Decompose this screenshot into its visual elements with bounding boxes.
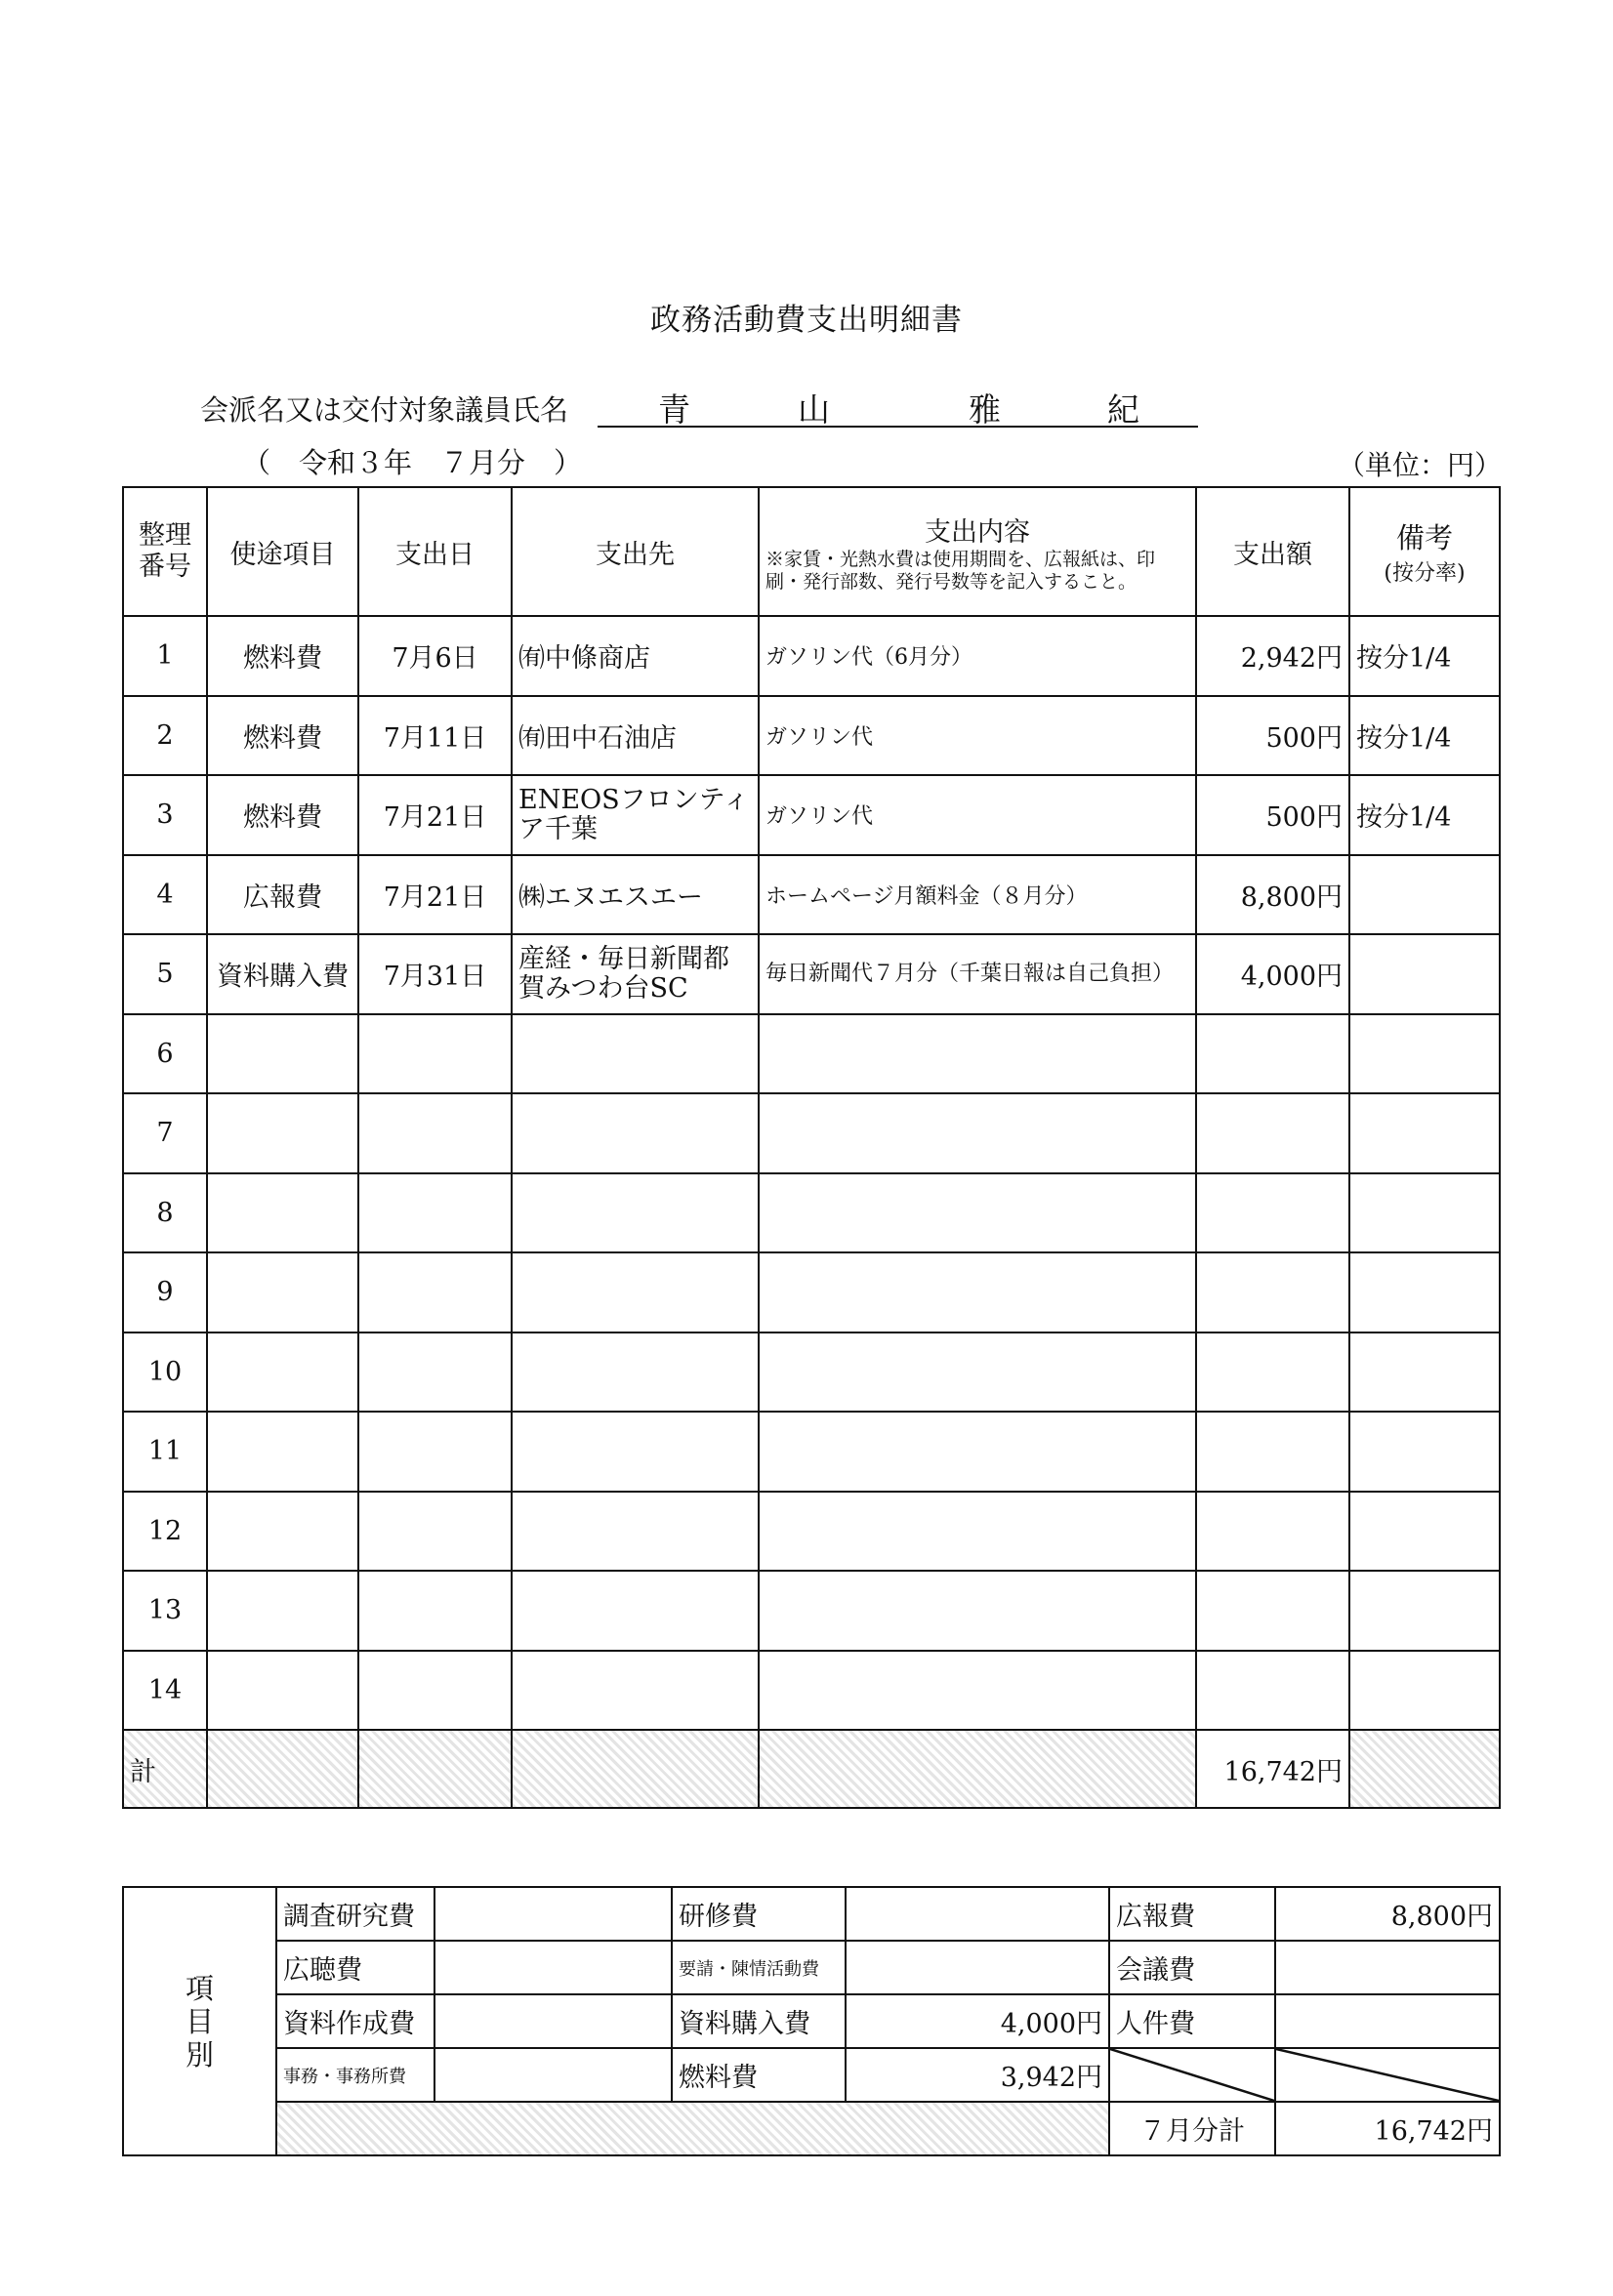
row-date: 7月21日	[358, 775, 512, 855]
table-row	[123, 1252, 1500, 1332]
row-no: 7	[123, 1093, 207, 1173]
row-amount	[1196, 1492, 1349, 1572]
category-amount	[434, 2048, 672, 2102]
row-content	[759, 1651, 1196, 1731]
category-amount: 8,800円	[1275, 1887, 1500, 1941]
row-payee: ㈱エヌエスエー	[512, 855, 759, 935]
row-content: ホームページ月額料金（８月分）	[759, 855, 1196, 935]
blank-slash-cell	[1109, 2048, 1275, 2102]
row-payee	[512, 1093, 759, 1173]
row-amount: 8,800円	[1196, 855, 1349, 935]
category-amount: 4,000円	[846, 1994, 1109, 2048]
row-date	[358, 1651, 512, 1731]
total-shaded-cell	[512, 1730, 759, 1808]
member-name-label: 会派名又は交付対象議員氏名	[200, 393, 569, 427]
total-shaded-cell	[759, 1730, 1196, 1808]
row-amount: 500円	[1196, 775, 1349, 855]
row-content	[759, 1571, 1196, 1651]
table-header-row	[123, 487, 1500, 616]
row-amount	[1196, 1093, 1349, 1173]
category-label: 燃料費	[672, 2048, 846, 2102]
category-label: 資料購入費	[672, 1994, 846, 2048]
category-row	[123, 1994, 1500, 2048]
row-amount: 2,942円	[1196, 616, 1349, 696]
document-title: 政務活動費支出明細書	[650, 303, 963, 338]
row-use	[207, 1332, 358, 1413]
row-no: 8	[123, 1173, 207, 1253]
category-row	[123, 1887, 1500, 1941]
header-date: 支出日	[358, 487, 512, 616]
unit-label: （単位：円）	[1338, 449, 1503, 481]
category-label: 要請・陳情活動費	[672, 1941, 846, 1994]
row-date	[358, 1173, 512, 1253]
header-remarks-sub: (按分率)	[1384, 561, 1466, 586]
table-row	[123, 1173, 1500, 1253]
row-use: 燃料費	[207, 775, 358, 855]
category-amount	[846, 1941, 1109, 1994]
category-label: 事務・事務所費	[276, 2048, 434, 2102]
row-no: 14	[123, 1651, 207, 1731]
row-content: ガソリン代	[759, 696, 1196, 776]
row-remarks	[1349, 934, 1500, 1014]
row-payee: ㈲田中石油店	[512, 696, 759, 776]
row-content	[759, 1492, 1196, 1572]
row-payee	[512, 1332, 759, 1413]
row-content: ガソリン代	[759, 775, 1196, 855]
row-remarks	[1349, 855, 1500, 935]
category-summary-table	[122, 1886, 1501, 2156]
table-row	[123, 1332, 1500, 1413]
category-amount	[1275, 1941, 1500, 1994]
row-no: 3	[123, 775, 207, 855]
row-use	[207, 1492, 358, 1572]
row-use	[207, 1173, 358, 1253]
row-use	[207, 1651, 358, 1731]
row-no: 9	[123, 1252, 207, 1332]
member-name	[598, 385, 1198, 428]
row-content	[759, 1252, 1196, 1332]
row-use: 燃料費	[207, 616, 358, 696]
row-no: 6	[123, 1014, 207, 1094]
header-content	[759, 487, 1196, 616]
row-remarks	[1349, 1014, 1500, 1094]
category-amount: 3,942円	[846, 2048, 1109, 2102]
table-row	[123, 1492, 1500, 1572]
row-date: 7月6日	[358, 616, 512, 696]
header-amount: 支出額	[1196, 487, 1349, 616]
row-payee	[512, 1651, 759, 1731]
row-date	[358, 1571, 512, 1651]
category-amount	[434, 1994, 672, 2048]
row-no: 12	[123, 1492, 207, 1572]
row-payee	[512, 1014, 759, 1094]
category-amount	[434, 1887, 672, 1941]
row-amount	[1196, 1014, 1349, 1094]
row-payee	[512, 1571, 759, 1651]
header-no: 整理番号	[123, 487, 207, 616]
header-content-label: 支出内容	[925, 516, 1030, 548]
header-content-note: ※家賃・光熱水費は使用期間を、広報紙は、印刷・発行部数、発行号数等を記入すること。	[765, 548, 1156, 593]
total-label: 計	[123, 1730, 207, 1808]
row-no: 4	[123, 855, 207, 935]
member-name-char: 青	[658, 390, 690, 429]
month-total-label: ７月分計	[1109, 2102, 1275, 2155]
row-date	[358, 1412, 512, 1492]
row-date	[358, 1093, 512, 1173]
row-remarks	[1349, 1492, 1500, 1572]
row-content: 毎日新聞代７月分（千葉日報は自己負担）	[759, 934, 1196, 1014]
table-row	[123, 1412, 1500, 1492]
category-row	[123, 2048, 1500, 2102]
category-label: 研修費	[672, 1887, 846, 1941]
row-payee: ㈲中條商店	[512, 616, 759, 696]
row-no: 5	[123, 934, 207, 1014]
row-amount: 4,000円	[1196, 934, 1349, 1014]
row-date	[358, 1014, 512, 1094]
total-row	[123, 1730, 1500, 1808]
row-no: 13	[123, 1571, 207, 1651]
row-amount: 500円	[1196, 696, 1349, 776]
total-shaded-cell	[276, 2102, 1109, 2155]
total-shaded-cell	[358, 1730, 512, 1808]
row-payee: ENEOSフロンティア千葉	[512, 775, 759, 855]
row-remarks	[1349, 1571, 1500, 1651]
row-remarks	[1349, 1093, 1500, 1173]
row-content	[759, 1093, 1196, 1173]
row-use: 燃料費	[207, 696, 358, 776]
row-remarks	[1349, 1412, 1500, 1492]
row-date: 7月11日	[358, 696, 512, 776]
member-name-char: 紀	[1107, 390, 1139, 429]
expense-table	[122, 486, 1501, 1809]
row-date: 7月31日	[358, 934, 512, 1014]
row-use	[207, 1014, 358, 1094]
category-label: 人件費	[1109, 1994, 1275, 2048]
category-label: 調査研究費	[276, 1887, 434, 1941]
row-remarks	[1349, 1332, 1500, 1413]
category-amount	[1275, 1994, 1500, 2048]
row-use	[207, 1412, 358, 1492]
category-label: 資料作成費	[276, 1994, 434, 2048]
row-amount	[1196, 1651, 1349, 1731]
month-total-amount: 16,742円	[1275, 2102, 1500, 2155]
row-no: 11	[123, 1412, 207, 1492]
category-label: 広報費	[1109, 1887, 1275, 1941]
row-amount	[1196, 1332, 1349, 1413]
row-remarks: 按分1/4	[1349, 616, 1500, 696]
row-payee	[512, 1173, 759, 1253]
row-date	[358, 1252, 512, 1332]
row-no: 1	[123, 616, 207, 696]
row-date	[358, 1492, 512, 1572]
blank-slash-cell	[1275, 2048, 1500, 2102]
row-use	[207, 1252, 358, 1332]
category-amount	[846, 1887, 1109, 1941]
table-row	[123, 1651, 1500, 1731]
row-remarks	[1349, 1252, 1500, 1332]
row-use	[207, 1093, 358, 1173]
category-label: 広聴費	[276, 1941, 434, 1994]
total-shaded-cell	[207, 1730, 358, 1808]
row-amount	[1196, 1173, 1349, 1253]
category-label: 会議費	[1109, 1941, 1275, 1994]
member-name-char: 雅	[969, 390, 1001, 429]
header-remarks	[1349, 487, 1500, 616]
row-use: 資料購入費	[207, 934, 358, 1014]
table-row	[123, 1571, 1500, 1651]
total-shaded-cell	[1349, 1730, 1500, 1808]
row-date: 7月21日	[358, 855, 512, 935]
row-use: 広報費	[207, 855, 358, 935]
row-amount	[1196, 1252, 1349, 1332]
period: （ 令和３年 ７月分 ）	[242, 446, 583, 479]
category-row	[123, 1941, 1500, 1994]
member-name-char: 山	[798, 390, 830, 429]
row-payee	[512, 1492, 759, 1572]
row-remarks	[1349, 1651, 1500, 1731]
total-amount: 16,742円	[1196, 1730, 1349, 1808]
row-remarks	[1349, 1173, 1500, 1253]
row-content	[759, 1014, 1196, 1094]
row-no: 10	[123, 1332, 207, 1413]
header-use: 使途項目	[207, 487, 358, 616]
row-amount	[1196, 1412, 1349, 1492]
row-payee: 産経・毎日新聞都賀みつわ台SC	[512, 934, 759, 1014]
table-row	[123, 616, 1500, 696]
header-remarks-label: 備考	[1395, 521, 1453, 554]
category-section-label: 項目別	[123, 1887, 276, 2155]
header-payee: 支出先	[512, 487, 759, 616]
table-row	[123, 1014, 1500, 1094]
table-row	[123, 775, 1500, 855]
row-remarks: 按分1/4	[1349, 775, 1500, 855]
row-date	[358, 1332, 512, 1413]
row-no: 2	[123, 696, 207, 776]
category-amount	[434, 1941, 672, 1994]
row-content: ガソリン代（6月分）	[759, 616, 1196, 696]
table-row	[123, 855, 1500, 935]
row-payee	[512, 1412, 759, 1492]
row-remarks: 按分1/4	[1349, 696, 1500, 776]
table-row	[123, 696, 1500, 776]
table-row	[123, 1093, 1500, 1173]
category-total-row	[123, 2102, 1500, 2155]
row-content	[759, 1412, 1196, 1492]
table-row	[123, 934, 1500, 1014]
row-content	[759, 1332, 1196, 1413]
row-content	[759, 1173, 1196, 1253]
row-use	[207, 1571, 358, 1651]
row-payee	[512, 1252, 759, 1332]
row-amount	[1196, 1571, 1349, 1651]
